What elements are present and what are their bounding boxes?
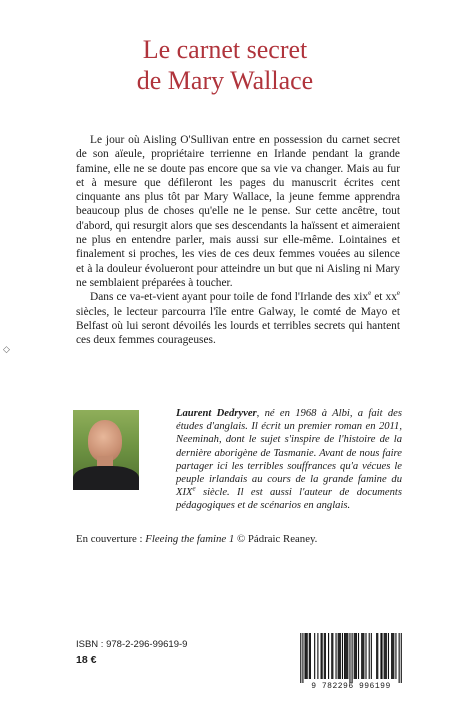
- barcode-bar: [349, 633, 350, 683]
- barcode-bar: [393, 633, 394, 679]
- credit-artist: © Pádraic Reaney.: [234, 533, 318, 545]
- barcode-bar: [309, 633, 310, 679]
- barcode-bar: [339, 633, 340, 679]
- price: 18 €: [76, 654, 97, 666]
- barcode-bar: [310, 633, 311, 679]
- barcode-bars: [297, 633, 405, 683]
- summary-paragraph-1: Le jour où Aisling O'Sullivan entre en possession du carnet secret de son aïeule, propriétaire terrienne en Irlande pendant la grande famine, elle ne se doute pas encore que sa vie va changer. Mais au fur et à mesure que défileront les pages du manuscrit écrites cent cinquante ans plus tôt par Mary Wallace, la jeune femme apprendra beaucoup plus de choses qu'elle ne le pense. Sur cette ancêtre, tout d'abord, qui resurgit alors que ses descendants la haïssent et aimeraient ne plus en entendre parler, mais aussi sur elle-même. Lointaines et finalement si proches, les vies de ces deux femmes vouées au silence et à la douleur évolueront pour atteindre un but que ni Aisling ni Mary ne semblaient préparées à toucher.: [76, 134, 400, 289]
- author-bio: [176, 407, 402, 513]
- barcode-bar: [385, 633, 386, 679]
- book-title-line-2: de Mary Wallace: [136, 66, 314, 95]
- barcode-bar: [363, 633, 364, 679]
- barcode-bar: [392, 633, 393, 679]
- barcode-bar: [371, 633, 372, 679]
- barcode-bar: [356, 633, 357, 679]
- book-title: [0, 34, 450, 96]
- barcode-bar: [355, 633, 356, 679]
- barcode-bar: [302, 633, 303, 683]
- century-numeral: XIX: [176, 487, 193, 499]
- isbn: ISBN : 978-2-296-99619-9: [76, 639, 188, 650]
- century-numeral: xix: [353, 291, 369, 304]
- barcode-bar: [342, 633, 343, 679]
- barcode-bar: [380, 633, 381, 679]
- author-bio-text: siècle. Il est aussi l'auteur de documents pédagogiques et de scénarios en anglais.: [176, 487, 402, 512]
- author-bio-text: , né en 1968 à Albi, a fait des études d'anglais. Il écrit un premier roman en 2011, Neeminah, dont le sujet s'inspire de l'histoire de la dernière aborigène de Tasmanie. Avant de nous faire partager ici les terribles souffrances qu'a vécues le peuple irlandais au cours de la grande famine du: [176, 408, 402, 486]
- summary-text: Dans ce va-et-vient ayant pour toile de fond l'Irlande des: [90, 291, 354, 304]
- barcode-bar: [321, 633, 322, 679]
- barcode-bar: [324, 633, 325, 679]
- barcode-bar: [384, 633, 385, 679]
- book-summary: [76, 133, 400, 347]
- barcode-bar: [345, 633, 346, 679]
- barcode-bar: [344, 633, 345, 679]
- barcode-bar: [399, 633, 400, 683]
- barcode-digits: 9 782296 996199: [311, 682, 391, 691]
- barcode-bar: [300, 633, 301, 683]
- credit-prefix: En couverture :: [76, 533, 146, 545]
- barcode-bar: [361, 633, 362, 679]
- barcode-bar: [377, 633, 378, 679]
- book-title-line-1: Le carnet secret: [142, 35, 308, 64]
- barcode-bar: [401, 633, 402, 683]
- barcode-bar: [332, 633, 333, 679]
- century-numeral: xx: [385, 291, 397, 304]
- barcode-bar: [347, 633, 348, 679]
- barcode-bar: [365, 633, 366, 679]
- century-superscript: e: [396, 289, 401, 298]
- barcode-bar: [338, 633, 339, 679]
- barcode-bar: [317, 633, 318, 679]
- barcode-bar: [369, 633, 370, 679]
- summary-text: et: [371, 291, 386, 304]
- barcode-bar: [325, 633, 326, 679]
- summary-paragraph-2: [76, 290, 400, 347]
- credit-artwork-title: Fleeing the famine 1: [145, 533, 235, 545]
- barcode-bar: [391, 633, 392, 679]
- barcode-bar: [328, 633, 329, 679]
- barcode-bar: [331, 633, 332, 679]
- century-superscript: e: [368, 289, 372, 298]
- author-photo-shirt: [73, 466, 139, 490]
- barcode-bar: [322, 633, 323, 679]
- author-photo: [73, 410, 139, 490]
- barcode-bar: [358, 633, 359, 679]
- barcode-bar: [335, 633, 336, 679]
- barcode-bar: [307, 633, 308, 679]
- barcode-bar: [354, 633, 355, 679]
- barcode-bar: [352, 633, 353, 683]
- summary-text: siècles, le lecteur parcourra l'île entre Galway, le comté de Mayo et Belfast où lui seront dévoilés les lourds et terribles secrets qui hantent ces deux femmes courageuses.: [76, 305, 400, 347]
- barcode-bar: [306, 633, 307, 679]
- barcode-bar: [381, 633, 382, 679]
- barcode-bar: [314, 633, 315, 679]
- barcode-bar: [304, 633, 305, 679]
- barcode-bar: [386, 633, 387, 679]
- barcode-bar: [388, 633, 389, 679]
- barcode-bar: [346, 633, 347, 679]
- crop-mark-icon: ◇: [3, 344, 10, 354]
- cover-credit: [76, 532, 406, 546]
- barcode-bar: [340, 633, 341, 679]
- century-superscript: e: [192, 484, 196, 493]
- barcode-bar: [362, 633, 363, 679]
- barcode: [297, 633, 405, 695]
- author-name: Laurent Dedryver: [176, 408, 257, 419]
- barcode-bar: [376, 633, 377, 679]
- barcode-bar: [395, 633, 396, 679]
